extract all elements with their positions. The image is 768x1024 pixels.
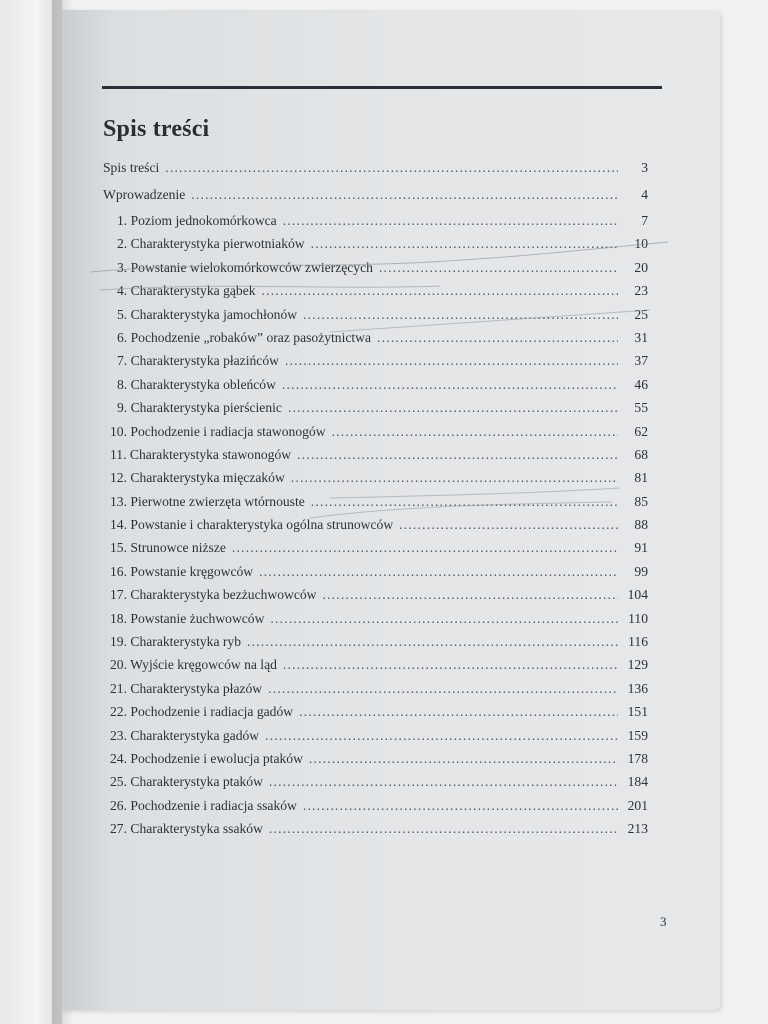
toc-dot-leader [291, 470, 618, 486]
toc-entry-page: 151 [627, 704, 648, 720]
toc-entry-page: 4 [641, 186, 648, 202]
toc-entry-page: 159 [627, 727, 648, 743]
toc-entry-page: 88 [634, 517, 648, 533]
toc-entry [103, 494, 648, 517]
toc-dot-leader [283, 213, 618, 229]
toc-dot-leader [269, 821, 618, 837]
toc-entry [103, 704, 648, 727]
toc-dot-leader [288, 400, 618, 416]
toc-entry-title: 18. Powstanie żuchwowców [110, 610, 265, 626]
toc-entry [103, 236, 648, 259]
toc-dot-leader [297, 447, 618, 463]
toc-dot-leader [283, 657, 618, 673]
toc-entry-title: 3. Powstanie wielokomórkowców zwierzęcych [117, 259, 373, 275]
toc-entry-page: 129 [627, 657, 648, 673]
toc-entry-title: 2. Charakterystyka pierwotniaków [117, 236, 305, 252]
toc-entry-page: 104 [627, 587, 648, 603]
toc-entry-page: 46 [634, 376, 648, 392]
toc-dot-leader [311, 236, 618, 252]
toc-entry [103, 353, 648, 376]
toc-entry [103, 330, 648, 353]
toc-entry-title: 4. Charakterystyka gąbek [117, 283, 256, 299]
toc-entry-title: 23. Charakterystyka gadów [110, 727, 260, 743]
toc-entry-page: 62 [634, 423, 648, 439]
toc-entry-page: 178 [627, 750, 648, 766]
toc-entry-page: 7 [641, 213, 648, 228]
toc-entry-title: 20. Wyjście kręgowców na ląd [110, 657, 277, 673]
toc-entry-page: 37 [634, 353, 648, 369]
toc-entry-title: 8. Charakterystyka obleńców [117, 376, 276, 392]
toc-dot-leader [332, 424, 618, 440]
toc-entry [103, 564, 648, 587]
toc-dot-leader [299, 704, 618, 720]
toc-entry [103, 821, 648, 844]
toc-entry-page: 116 [628, 634, 648, 650]
toc-entry-title: Spis treści [103, 160, 160, 175]
toc-entry [103, 728, 648, 751]
toc-dot-leader [247, 634, 618, 650]
toc-dot-leader [232, 540, 618, 556]
toc-entry-page: 85 [634, 493, 648, 509]
toc-entry-title: 13. Pierwotne zwierzęta wtórnouste [110, 493, 305, 509]
toc-entry-page: 91 [634, 540, 648, 556]
toc-entry [103, 657, 648, 680]
toc-entry [103, 798, 648, 821]
toc-entry-title: 21. Charakterystyka płazów [110, 680, 263, 696]
toc-dot-leader [191, 187, 618, 203]
toc-dot-leader [265, 728, 618, 744]
toc-entry [103, 447, 648, 470]
toc-entry [103, 634, 648, 657]
toc-entry-page: 201 [627, 797, 648, 813]
toc-entry-title: 27. Charakterystyka ssaków [110, 821, 263, 837]
toc-entry-title: 6. Pochodzenie „robaków” oraz pasożytnictwa [117, 329, 372, 345]
toc-dot-leader [311, 494, 618, 510]
toc-entry-title: 10. Pochodzenie i radiacja stawonogów [110, 423, 326, 439]
toc-entry [103, 400, 648, 423]
toc-entry [103, 681, 648, 704]
toc-dot-leader [303, 307, 618, 323]
toc-dot-leader [285, 353, 618, 369]
toc-entry [103, 187, 648, 214]
page-number: 3 [660, 914, 667, 929]
toc-entry [103, 470, 648, 493]
toc-entry-page: 55 [634, 400, 648, 416]
toc-dot-leader [270, 611, 618, 627]
toc-entry-title: 14. Powstanie i charakterystyka ogólna strunowców [110, 517, 394, 533]
toc-entry [103, 260, 648, 283]
header-rule [102, 86, 662, 89]
toc-entry [103, 587, 648, 610]
toc-entry [103, 611, 648, 634]
toc-entry-title: 24. Pochodzenie i ewolucja ptaków [110, 750, 303, 766]
toc-dot-leader [377, 330, 618, 346]
toc-entry-title: 25. Charakterystyka ptaków [110, 774, 263, 790]
toc-dot-leader [262, 283, 618, 299]
toc-entry [103, 774, 648, 797]
toc-entry [103, 283, 648, 306]
toc-entry-page: 31 [634, 329, 648, 345]
toc-entry-title: 1. Poziom jednokomórkowca [117, 213, 277, 228]
toc-entry-page: 25 [634, 306, 648, 322]
toc-entry-page: 213 [627, 821, 648, 837]
toc-entry [103, 160, 648, 187]
toc-entry [103, 751, 648, 774]
toc-entry-title: 12. Charakterystyka mięczaków [110, 470, 285, 486]
toc-entry-page: 136 [627, 680, 648, 696]
toc-entry-page: 110 [628, 610, 648, 626]
toc-entry [103, 377, 648, 400]
table-of-contents [103, 160, 648, 845]
toc-entry-title: 15. Strunowce niższe [110, 540, 226, 556]
toc-entry [103, 517, 648, 540]
toc-dot-leader [303, 798, 618, 814]
toc-dot-leader [165, 160, 618, 176]
toc-entry-page: 81 [634, 470, 648, 486]
toc-entry-page: 3 [641, 160, 648, 175]
toc-dot-leader [269, 774, 618, 790]
toc-entry-page: 20 [634, 259, 648, 275]
toc-entry [103, 424, 648, 447]
toc-entry [103, 540, 648, 563]
toc-entry-page: 184 [627, 774, 648, 790]
toc-entry-title: 16. Powstanie kręgowców [110, 563, 254, 579]
toc-entry [103, 307, 648, 330]
toc-dot-leader [399, 517, 618, 533]
toc-entry-title: 9. Charakterystyka pierścienic [117, 400, 282, 416]
toc-dot-leader [282, 377, 618, 393]
toc-dot-leader [379, 260, 618, 276]
toc-entry-title: 7. Charakterystyka płazińców [117, 353, 279, 369]
page-title: Spis treści [103, 116, 210, 142]
toc-dot-leader [259, 564, 618, 580]
toc-entry-title: 5. Charakterystyka jamochłonów [117, 306, 298, 322]
toc-entry [103, 213, 648, 236]
toc-entry-title: 17. Charakterystyka bezżuchwowców [110, 587, 317, 603]
toc-entry-page: 10 [634, 236, 648, 252]
toc-entry-title: 22. Pochodzenie i radiacja gadów [110, 704, 294, 720]
toc-entry-title: 19. Charakterystyka ryb [110, 634, 241, 650]
toc-entry-title: Wprowadzenie [103, 186, 186, 202]
toc-entry-page: 68 [634, 446, 648, 462]
toc-entry-page: 99 [634, 563, 648, 579]
toc-dot-leader [309, 751, 618, 767]
toc-dot-leader [268, 681, 618, 697]
toc-entry-title: 26. Pochodzenie i radiacja ssaków [110, 797, 297, 813]
toc-entry-page: 23 [634, 283, 648, 299]
toc-dot-leader [322, 587, 618, 603]
toc-entry-title: 11. Charakterystyka stawonogów [110, 446, 292, 462]
